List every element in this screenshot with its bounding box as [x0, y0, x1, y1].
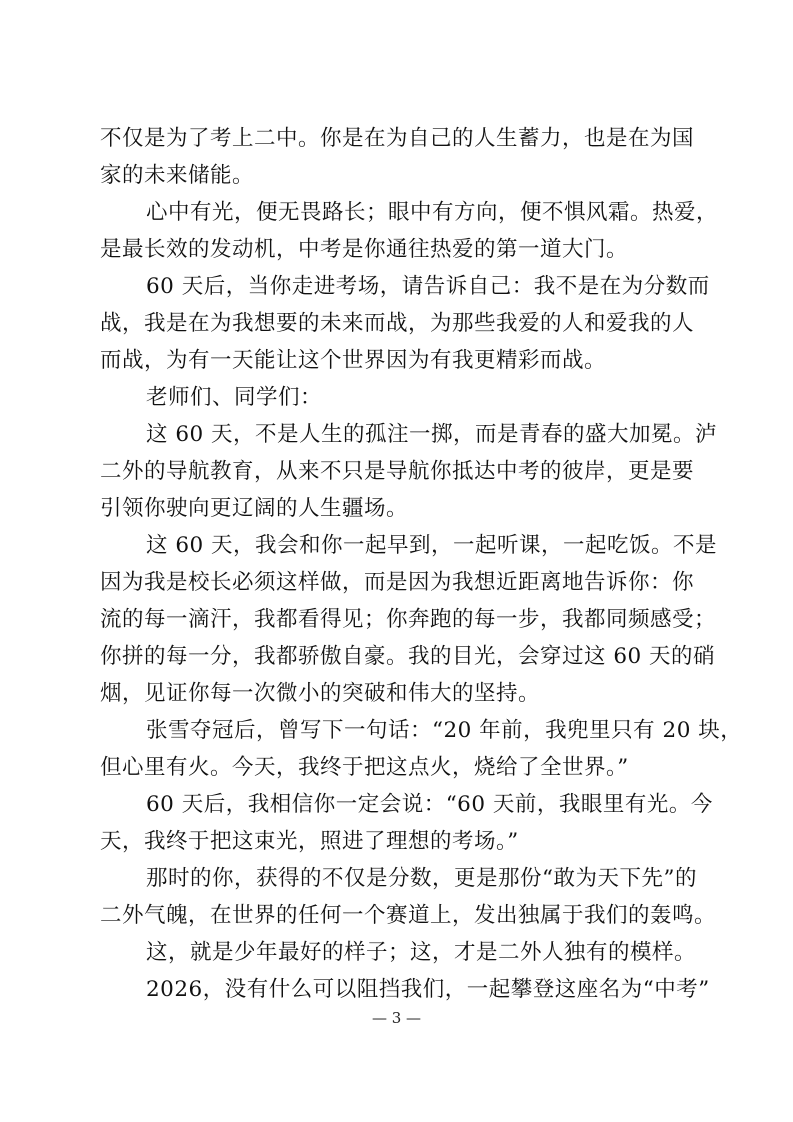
text-line: 因为我是校长必须这样做，而是因为我想近距离地告诉你：你: [100, 570, 695, 595]
text-line: 那时的你，获得的不仅是分数，更是那份“敢为天下先”的: [146, 866, 697, 891]
text-line: 60 天后，我相信你一定会说：“60 天前，我眼里有光。今: [146, 792, 713, 817]
text-line: 你拼的每一分，我都骄傲自豪。我的目光，会穿过这 60 天的硝: [100, 644, 716, 669]
text-line: 二外的导航教育，从来不只是导航你抵达中考的彼岸，更是要: [100, 459, 695, 484]
text-line: 引领你驶向更辽阔的人生疆场。: [100, 496, 409, 521]
text-line: 而战，为有一天能让这个世界因为有我更精彩而战。: [100, 348, 607, 373]
text-line: 战，我是在为我想要的未来而战，为那些我爱的人和爱我的人: [100, 311, 695, 336]
text-line: 60 天后，当你走进考场，请告诉自己：我不是在为分数而: [146, 274, 710, 299]
text-line: 这 60 天，不是人生的孤注一掷，而是青春的盛大加冕。泸: [146, 422, 718, 447]
page-number: — 3 —: [371, 1009, 422, 1027]
text-line: 这 60 天，我会和你一起早到，一起听课，一起吃饭。不是: [146, 533, 718, 558]
text-line: 不仅是为了考上二中。你是在为自己的人生蓄力，也是在为国: [100, 126, 695, 151]
text-line: 二外气魄，在世界的任何一个赛道上，发出独属于我们的轰鸣。: [100, 903, 717, 928]
text-line: 这，就是少年最好的样子；这，才是二外人独有的模样。: [146, 940, 697, 965]
text-line: 天，我终于把这束光，照进了理想的考场。”: [100, 829, 519, 854]
text-line: 流的每一滴汗，我都看得见；你奔跑的每一步，我都同频感受；: [100, 607, 717, 632]
text-line: 心中有光，便无畏路长；眼中有方向，便不惧风霜。热爱，: [146, 200, 719, 225]
text-line: 烟，见证你每一次微小的突破和伟大的坚持。: [100, 681, 541, 706]
text-line: 家的未来储能。: [100, 163, 255, 188]
text-line: 老师们、同学们：: [146, 385, 323, 410]
text-line: 是最长效的发动机，中考是你通往热爱的第一道大门。: [100, 237, 629, 262]
text-line: 2026，没有什么可以阻挡我们，一起攀登这座名为“中考”: [146, 977, 710, 1002]
text-line: 张雪夺冠后，曾写下一句话：“20 年前，我兜里只有 20 块，: [146, 718, 743, 743]
text-line: 但心里有火。今天，我终于把这点火，烧给了全世界。”: [100, 755, 629, 780]
